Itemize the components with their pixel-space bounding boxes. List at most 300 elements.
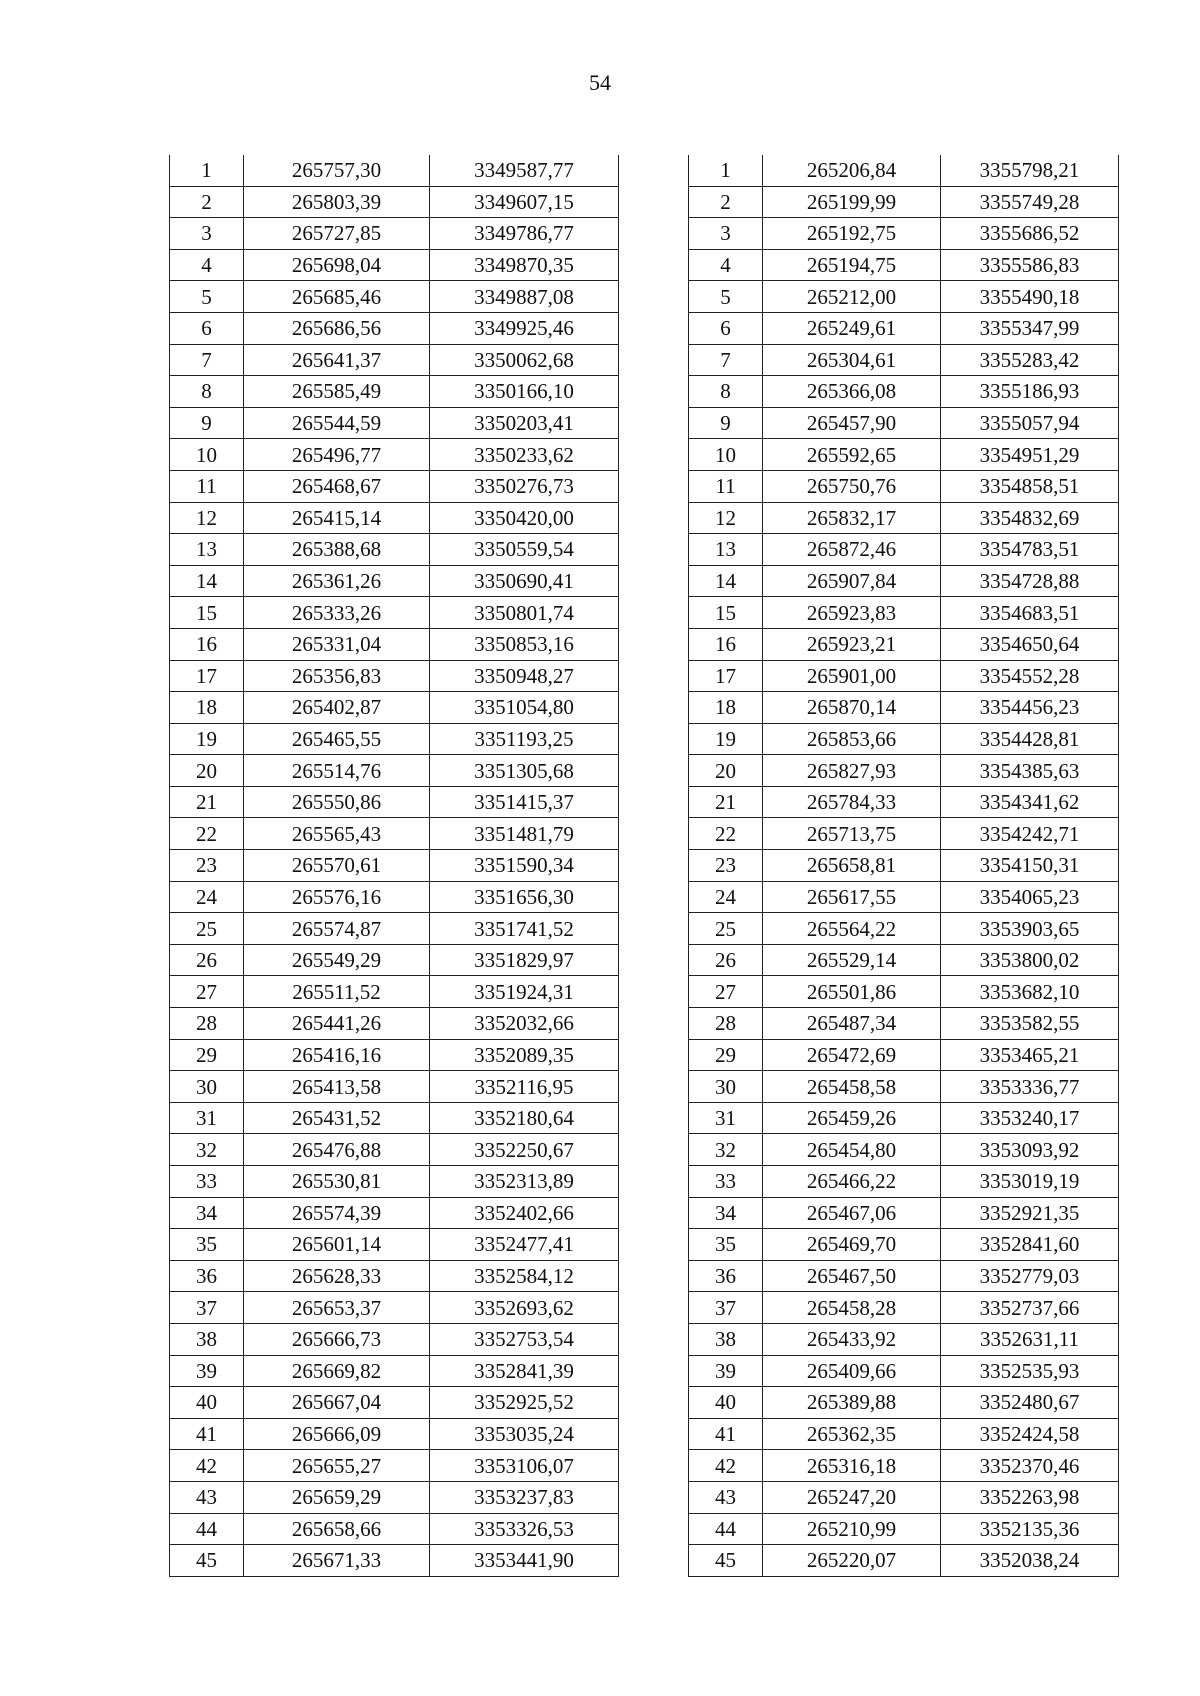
x-coordinate-cell: 265685,46 (244, 281, 430, 313)
y-coordinate-cell: 3352135,36 (941, 1513, 1119, 1545)
point-number-cell: 9 (170, 407, 244, 439)
table-row (170, 1355, 619, 1387)
y-coordinate-cell: 3354783,51 (941, 534, 1119, 566)
x-coordinate-cell: 265901,00 (763, 660, 941, 692)
y-coordinate-cell: 3350690,41 (430, 565, 619, 597)
table-row (170, 913, 619, 945)
table-row (170, 976, 619, 1008)
x-coordinate-cell: 265476,88 (244, 1134, 430, 1166)
point-number-cell: 45 (689, 1545, 763, 1577)
y-coordinate-cell: 3351415,37 (430, 786, 619, 818)
table-row (170, 1450, 619, 1482)
point-number-cell: 12 (689, 502, 763, 534)
table-row (170, 534, 619, 566)
y-coordinate-cell: 3353093,92 (941, 1134, 1119, 1166)
x-coordinate-cell: 265653,37 (244, 1292, 430, 1324)
x-coordinate-cell: 265832,17 (763, 502, 941, 534)
table-row (170, 312, 619, 344)
y-coordinate-cell: 3350801,74 (430, 597, 619, 629)
table-row (689, 850, 1119, 882)
table-row (689, 249, 1119, 281)
table-row (170, 660, 619, 692)
table-row (170, 1102, 619, 1134)
table-row (170, 1260, 619, 1292)
point-number-cell: 4 (170, 249, 244, 281)
x-coordinate-cell: 265601,14 (244, 1229, 430, 1261)
y-coordinate-cell: 3352180,64 (430, 1102, 619, 1134)
y-coordinate-cell: 3352402,66 (430, 1197, 619, 1229)
y-coordinate-cell: 3354242,71 (941, 818, 1119, 850)
table-row (689, 344, 1119, 376)
table-row (170, 1134, 619, 1166)
x-coordinate-cell: 265570,61 (244, 850, 430, 882)
y-coordinate-cell: 3351054,80 (430, 692, 619, 724)
point-number-cell: 29 (689, 1039, 763, 1071)
y-coordinate-cell: 3355347,99 (941, 312, 1119, 344)
x-coordinate-cell: 265641,37 (244, 344, 430, 376)
x-coordinate-cell: 265415,14 (244, 502, 430, 534)
table-row (689, 1229, 1119, 1261)
y-coordinate-cell: 3352250,67 (430, 1134, 619, 1166)
y-coordinate-cell: 3355057,94 (941, 407, 1119, 439)
y-coordinate-cell: 3354683,51 (941, 597, 1119, 629)
y-coordinate-cell: 3354858,51 (941, 470, 1119, 502)
table-row (170, 1292, 619, 1324)
point-number-cell: 12 (170, 502, 244, 534)
coordinates-table-right (688, 155, 1119, 1577)
point-number-cell: 24 (689, 881, 763, 913)
table-row (689, 534, 1119, 566)
point-number-cell: 1 (689, 155, 763, 186)
table-row (170, 1513, 619, 1545)
point-number-cell: 35 (689, 1229, 763, 1261)
y-coordinate-cell: 3353326,53 (430, 1513, 619, 1545)
y-coordinate-cell: 3354951,29 (941, 439, 1119, 471)
y-coordinate-cell: 3353240,17 (941, 1102, 1119, 1134)
point-number-cell: 13 (689, 534, 763, 566)
x-coordinate-cell: 265576,16 (244, 881, 430, 913)
x-coordinate-cell: 265467,50 (763, 1260, 941, 1292)
x-coordinate-cell: 265458,58 (763, 1071, 941, 1103)
point-number-cell: 10 (170, 439, 244, 471)
y-coordinate-cell: 3352779,03 (941, 1260, 1119, 1292)
y-coordinate-cell: 3353035,24 (430, 1418, 619, 1450)
x-coordinate-cell: 265658,81 (763, 850, 941, 882)
table-row (689, 755, 1119, 787)
x-coordinate-cell: 265666,09 (244, 1418, 430, 1450)
table-row (170, 1197, 619, 1229)
table-row (689, 818, 1119, 850)
point-number-cell: 37 (689, 1292, 763, 1324)
point-number-cell: 21 (170, 786, 244, 818)
table-row (689, 1166, 1119, 1198)
point-number-cell: 29 (170, 1039, 244, 1071)
y-coordinate-cell: 3354341,62 (941, 786, 1119, 818)
x-coordinate-cell: 265458,28 (763, 1292, 941, 1324)
x-coordinate-cell: 265671,33 (244, 1545, 430, 1577)
point-number-cell: 9 (689, 407, 763, 439)
point-number-cell: 33 (689, 1166, 763, 1198)
table-row (689, 1355, 1119, 1387)
point-number-cell: 43 (689, 1481, 763, 1513)
y-coordinate-cell: 3350559,54 (430, 534, 619, 566)
y-coordinate-cell: 3350420,00 (430, 502, 619, 534)
point-number-cell: 37 (170, 1292, 244, 1324)
y-coordinate-cell: 3350276,73 (430, 470, 619, 502)
y-coordinate-cell: 3349925,46 (430, 312, 619, 344)
x-coordinate-cell: 265686,56 (244, 312, 430, 344)
y-coordinate-cell: 3352925,52 (430, 1387, 619, 1419)
point-number-cell: 15 (689, 597, 763, 629)
point-number-cell: 24 (170, 881, 244, 913)
table-row (689, 1545, 1119, 1577)
table-row (689, 218, 1119, 250)
table-row (170, 850, 619, 882)
point-number-cell: 16 (170, 628, 244, 660)
table-row (170, 944, 619, 976)
point-number-cell: 5 (170, 281, 244, 313)
y-coordinate-cell: 3352535,93 (941, 1355, 1119, 1387)
point-number-cell: 3 (689, 218, 763, 250)
y-coordinate-cell: 3352737,66 (941, 1292, 1119, 1324)
x-coordinate-cell: 265713,75 (763, 818, 941, 850)
table-row (689, 186, 1119, 218)
point-number-cell: 43 (170, 1481, 244, 1513)
x-coordinate-cell: 265192,75 (763, 218, 941, 250)
y-coordinate-cell: 3355686,52 (941, 218, 1119, 250)
table-row (170, 786, 619, 818)
x-coordinate-cell: 265514,76 (244, 755, 430, 787)
x-coordinate-cell: 265784,33 (763, 786, 941, 818)
point-number-cell: 42 (170, 1450, 244, 1482)
y-coordinate-cell: 3353582,55 (941, 1008, 1119, 1040)
table-row (170, 1323, 619, 1355)
y-coordinate-cell: 3350233,62 (430, 439, 619, 471)
point-number-cell: 34 (689, 1197, 763, 1229)
point-number-cell: 30 (170, 1071, 244, 1103)
x-coordinate-cell: 265501,86 (763, 976, 941, 1008)
y-coordinate-cell: 3355749,28 (941, 186, 1119, 218)
point-number-cell: 28 (689, 1008, 763, 1040)
point-number-cell: 41 (689, 1418, 763, 1450)
y-coordinate-cell: 3353903,65 (941, 913, 1119, 945)
point-number-cell: 27 (689, 976, 763, 1008)
y-coordinate-cell: 3349786,77 (430, 218, 619, 250)
point-number-cell: 1 (170, 155, 244, 186)
y-coordinate-cell: 3350948,27 (430, 660, 619, 692)
x-coordinate-cell: 265658,66 (244, 1513, 430, 1545)
table-row (170, 1481, 619, 1513)
x-coordinate-cell: 265585,49 (244, 376, 430, 408)
table-row (689, 881, 1119, 913)
point-number-cell: 21 (689, 786, 763, 818)
point-number-cell: 26 (170, 944, 244, 976)
y-coordinate-cell: 3352032,66 (430, 1008, 619, 1040)
y-coordinate-cell: 3349870,35 (430, 249, 619, 281)
point-number-cell: 6 (689, 312, 763, 344)
y-coordinate-cell: 3353682,10 (941, 976, 1119, 1008)
y-coordinate-cell: 3355798,21 (941, 155, 1119, 186)
table-row (689, 913, 1119, 945)
point-number-cell: 31 (689, 1102, 763, 1134)
y-coordinate-cell: 3354150,31 (941, 850, 1119, 882)
point-number-cell: 36 (689, 1260, 763, 1292)
table-row (170, 1418, 619, 1450)
point-number-cell: 38 (689, 1323, 763, 1355)
point-number-cell: 34 (170, 1197, 244, 1229)
x-coordinate-cell: 265220,07 (763, 1545, 941, 1577)
point-number-cell: 25 (689, 913, 763, 945)
table-row (170, 407, 619, 439)
x-coordinate-cell: 265441,26 (244, 1008, 430, 1040)
point-number-cell: 40 (170, 1387, 244, 1419)
x-coordinate-cell: 265592,65 (763, 439, 941, 471)
table-row (170, 502, 619, 534)
point-number-cell: 38 (170, 1323, 244, 1355)
x-coordinate-cell: 265468,67 (244, 470, 430, 502)
y-coordinate-cell: 3354065,23 (941, 881, 1119, 913)
x-coordinate-cell: 265331,04 (244, 628, 430, 660)
y-coordinate-cell: 3354728,88 (941, 565, 1119, 597)
table-row (689, 1450, 1119, 1482)
table-row (689, 944, 1119, 976)
x-coordinate-cell: 265750,76 (763, 470, 941, 502)
table-row (170, 470, 619, 502)
point-number-cell: 2 (170, 186, 244, 218)
point-number-cell: 16 (689, 628, 763, 660)
table-row (689, 376, 1119, 408)
table-row (689, 1008, 1119, 1040)
table-row (689, 723, 1119, 755)
x-coordinate-cell: 265454,80 (763, 1134, 941, 1166)
table-row (689, 786, 1119, 818)
y-coordinate-cell: 3349887,08 (430, 281, 619, 313)
table-row (689, 407, 1119, 439)
x-coordinate-cell: 265459,26 (763, 1102, 941, 1134)
table-row (170, 439, 619, 471)
x-coordinate-cell: 265565,43 (244, 818, 430, 850)
y-coordinate-cell: 3352313,89 (430, 1166, 619, 1198)
table-row (170, 249, 619, 281)
y-coordinate-cell: 3354832,69 (941, 502, 1119, 534)
y-coordinate-cell: 3352841,60 (941, 1229, 1119, 1261)
table-row (170, 565, 619, 597)
table-row (689, 1481, 1119, 1513)
x-coordinate-cell: 265617,55 (763, 881, 941, 913)
y-coordinate-cell: 3353237,83 (430, 1481, 619, 1513)
point-number-cell: 23 (170, 850, 244, 882)
y-coordinate-cell: 3354428,81 (941, 723, 1119, 755)
x-coordinate-cell: 265416,16 (244, 1039, 430, 1071)
point-number-cell: 36 (170, 1260, 244, 1292)
table-row (689, 565, 1119, 597)
x-coordinate-cell: 265356,83 (244, 660, 430, 692)
table-row (689, 470, 1119, 502)
point-number-cell: 40 (689, 1387, 763, 1419)
point-number-cell: 7 (170, 344, 244, 376)
y-coordinate-cell: 3353019,19 (941, 1166, 1119, 1198)
point-number-cell: 27 (170, 976, 244, 1008)
x-coordinate-cell: 265496,77 (244, 439, 430, 471)
point-number-cell: 8 (689, 376, 763, 408)
table-row (689, 281, 1119, 313)
table-row (689, 1197, 1119, 1229)
y-coordinate-cell: 3352631,11 (941, 1323, 1119, 1355)
y-coordinate-cell: 3352038,24 (941, 1545, 1119, 1577)
point-number-cell: 28 (170, 1008, 244, 1040)
table-row (689, 1418, 1119, 1450)
point-number-cell: 17 (689, 660, 763, 692)
point-number-cell: 14 (689, 565, 763, 597)
x-coordinate-cell: 265316,18 (763, 1450, 941, 1482)
x-coordinate-cell: 265212,00 (763, 281, 941, 313)
x-coordinate-cell: 265669,82 (244, 1355, 430, 1387)
y-coordinate-cell: 3355186,93 (941, 376, 1119, 408)
point-number-cell: 11 (170, 470, 244, 502)
x-coordinate-cell: 265550,86 (244, 786, 430, 818)
table-row (170, 1039, 619, 1071)
table-row (170, 1071, 619, 1103)
point-number-cell: 14 (170, 565, 244, 597)
x-coordinate-cell: 265333,26 (244, 597, 430, 629)
y-coordinate-cell: 3352921,35 (941, 1197, 1119, 1229)
y-coordinate-cell: 3352584,12 (430, 1260, 619, 1292)
y-coordinate-cell: 3354456,23 (941, 692, 1119, 724)
table-row (170, 186, 619, 218)
point-number-cell: 6 (170, 312, 244, 344)
table-row (689, 1323, 1119, 1355)
point-number-cell: 3 (170, 218, 244, 250)
point-number-cell: 20 (689, 755, 763, 787)
table-row (170, 818, 619, 850)
y-coordinate-cell: 3350853,16 (430, 628, 619, 660)
x-coordinate-cell: 265388,68 (244, 534, 430, 566)
x-coordinate-cell: 265827,93 (763, 755, 941, 787)
x-coordinate-cell: 265870,14 (763, 692, 941, 724)
y-coordinate-cell: 3351305,68 (430, 755, 619, 787)
x-coordinate-cell: 265199,99 (763, 186, 941, 218)
x-coordinate-cell: 265194,75 (763, 249, 941, 281)
point-number-cell: 31 (170, 1102, 244, 1134)
x-coordinate-cell: 265362,35 (763, 1418, 941, 1450)
x-coordinate-cell: 265206,84 (763, 155, 941, 186)
point-number-cell: 30 (689, 1071, 763, 1103)
x-coordinate-cell: 265361,26 (244, 565, 430, 597)
x-coordinate-cell: 265907,84 (763, 565, 941, 597)
y-coordinate-cell: 3350203,41 (430, 407, 619, 439)
y-coordinate-cell: 3350062,68 (430, 344, 619, 376)
table-row (689, 1387, 1119, 1419)
x-coordinate-cell: 265655,27 (244, 1450, 430, 1482)
table-row (689, 502, 1119, 534)
y-coordinate-cell: 3352424,58 (941, 1418, 1119, 1450)
y-coordinate-cell: 3354552,28 (941, 660, 1119, 692)
table-row (689, 1292, 1119, 1324)
x-coordinate-cell: 265304,61 (763, 344, 941, 376)
y-coordinate-cell: 3351481,79 (430, 818, 619, 850)
y-coordinate-cell: 3351590,34 (430, 850, 619, 882)
x-coordinate-cell: 265466,22 (763, 1166, 941, 1198)
x-coordinate-cell: 265433,92 (763, 1323, 941, 1355)
point-number-cell: 5 (689, 281, 763, 313)
y-coordinate-cell: 3352263,98 (941, 1481, 1119, 1513)
y-coordinate-cell: 3353441,90 (430, 1545, 619, 1577)
table-row (170, 1166, 619, 1198)
x-coordinate-cell: 265467,06 (763, 1197, 941, 1229)
x-coordinate-cell: 265366,08 (763, 376, 941, 408)
point-number-cell: 42 (689, 1450, 763, 1482)
x-coordinate-cell: 265872,46 (763, 534, 941, 566)
point-number-cell: 25 (170, 913, 244, 945)
table-row (689, 1513, 1119, 1545)
x-coordinate-cell: 265472,69 (763, 1039, 941, 1071)
x-coordinate-cell: 265803,39 (244, 186, 430, 218)
x-coordinate-cell: 265249,61 (763, 312, 941, 344)
point-number-cell: 19 (689, 723, 763, 755)
x-coordinate-cell: 265549,29 (244, 944, 430, 976)
page-number: 54 (589, 70, 611, 95)
table-row (689, 1260, 1119, 1292)
x-coordinate-cell: 265853,66 (763, 723, 941, 755)
x-coordinate-cell: 265210,99 (763, 1513, 941, 1545)
x-coordinate-cell: 265530,81 (244, 1166, 430, 1198)
x-coordinate-cell: 265628,33 (244, 1260, 430, 1292)
table-row (689, 155, 1119, 186)
point-number-cell: 18 (689, 692, 763, 724)
point-number-cell: 26 (689, 944, 763, 976)
table-row (689, 597, 1119, 629)
table-row (689, 1102, 1119, 1134)
y-coordinate-cell: 3354650,64 (941, 628, 1119, 660)
x-coordinate-cell: 265413,58 (244, 1071, 430, 1103)
x-coordinate-cell: 265431,52 (244, 1102, 430, 1134)
x-coordinate-cell: 265465,55 (244, 723, 430, 755)
point-number-cell: 17 (170, 660, 244, 692)
point-number-cell: 32 (689, 1134, 763, 1166)
y-coordinate-cell: 3349587,77 (430, 155, 619, 186)
x-coordinate-cell: 265698,04 (244, 249, 430, 281)
y-coordinate-cell: 3354385,63 (941, 755, 1119, 787)
y-coordinate-cell: 3353465,21 (941, 1039, 1119, 1071)
table-row (689, 1134, 1119, 1166)
point-number-cell: 35 (170, 1229, 244, 1261)
x-coordinate-cell: 265402,87 (244, 692, 430, 724)
table-row (170, 881, 619, 913)
x-coordinate-cell: 265666,73 (244, 1323, 430, 1355)
y-coordinate-cell: 3351193,25 (430, 723, 619, 755)
x-coordinate-cell: 265487,34 (763, 1008, 941, 1040)
table-row (689, 439, 1119, 471)
y-coordinate-cell: 3353106,07 (430, 1450, 619, 1482)
x-coordinate-cell: 265529,14 (763, 944, 941, 976)
x-coordinate-cell: 265469,70 (763, 1229, 941, 1261)
y-coordinate-cell: 3355283,42 (941, 344, 1119, 376)
y-coordinate-cell: 3352370,46 (941, 1450, 1119, 1482)
table-row (689, 660, 1119, 692)
point-number-cell: 22 (689, 818, 763, 850)
point-number-cell: 7 (689, 344, 763, 376)
table-row (170, 628, 619, 660)
table-row (170, 723, 619, 755)
point-number-cell: 19 (170, 723, 244, 755)
point-number-cell: 44 (170, 1513, 244, 1545)
y-coordinate-cell: 3351924,31 (430, 976, 619, 1008)
x-coordinate-cell: 265923,83 (763, 597, 941, 629)
point-number-cell: 41 (170, 1418, 244, 1450)
point-number-cell: 33 (170, 1166, 244, 1198)
point-number-cell: 11 (689, 470, 763, 502)
table-row (689, 976, 1119, 1008)
